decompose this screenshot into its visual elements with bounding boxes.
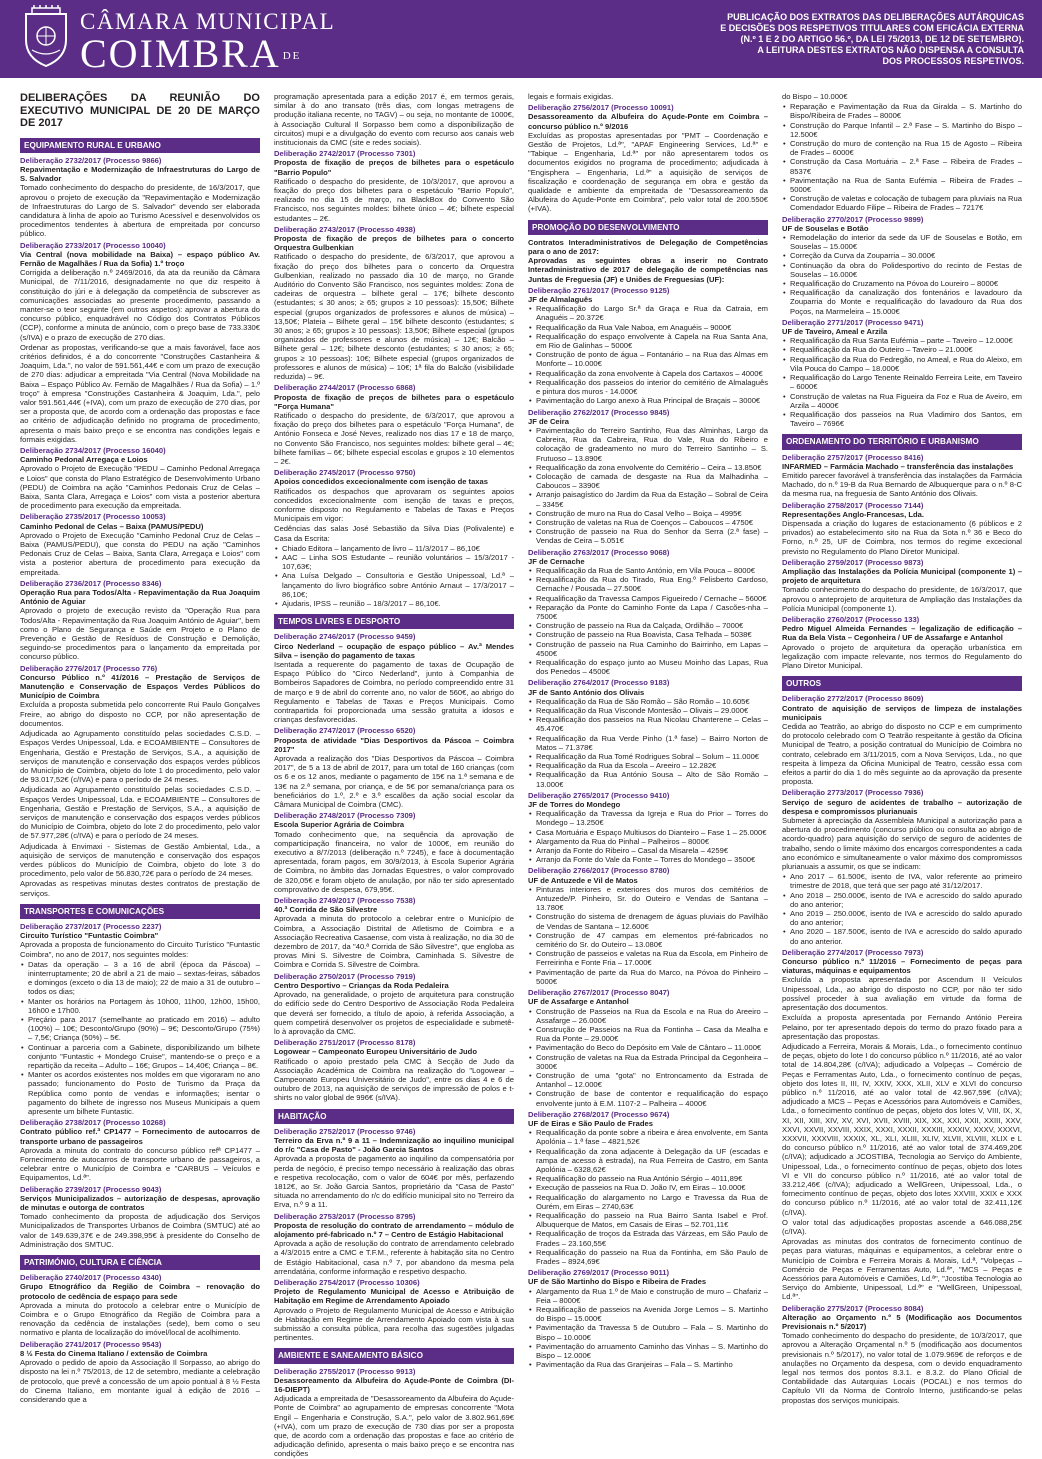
- list-item: • Construção de passeio na Rua Caminho do Bairrinho, em Lapas – 4500€: [536, 640, 768, 658]
- deliberation-title: Pedro Miguel Almeida Fernandes – legalização de edificação – Rua da Bela Vista – Cegonheira / UF de Assafarge e Antanhol: [782, 624, 1022, 643]
- list-item: • Requalificação do passeio na Rua António Sérgio – 4011,89€: [536, 1174, 768, 1183]
- deliberation-reference: Deliberação 2741/2017 (Processo 9543): [20, 1339, 162, 1349]
- publication-notice-line: A LEITURA DESTES EXTRATOS NÃO DISPENSA A CONSULTA: [757, 45, 1024, 55]
- deliberation-text: Dispensada a criação do lugares de estacionamento (6 públicos e 2 privados) ao estabelecimento sito na Rua da Sota n.º 36 e Beco do Forno, n.º 25, UF de Coimbra, nos termos do regime excecional previsto no Regulamento do Plano Diretor Municipal.: [782, 518, 1022, 556]
- deliberation-title: UF de Antuzede e Vil de Matos: [528, 875, 638, 885]
- list-item: • Requalificação dos passeios do interior do cemitério de Almalaguês e pintura dos muros - 14.000€: [536, 378, 768, 396]
- deliberation-reference: Deliberação 2756/2017 (Processo 10091): [528, 103, 674, 113]
- deliberation-title: Contrato público ref.ª CP1477 – Fornecimento de autocarros de transporte urbano de passageiros: [20, 1127, 260, 1146]
- works-list: [782, 102, 1022, 212]
- deliberation-reference: Deliberação 2737/2017 (Processo 2237): [20, 921, 162, 931]
- list-item: • Requalificação da Rua António Sousa – Alto de São Romão – 13.000€: [536, 770, 768, 788]
- deliberation-reference: Deliberação 2748/2017 (Processo 7309): [274, 811, 416, 821]
- list-item: • Construção de Passeios na Rua da Fontinha – Casa da Mealha e Rua da Ponte – 29.000€: [536, 1025, 768, 1043]
- section-heading: EQUIPAMENTO RURAL E URBANO: [20, 138, 260, 153]
- deliberation-title: Serviços Municipalizados – autorização de despesas, aprovação de minutas e outorga de contratos: [20, 1193, 260, 1213]
- list-item: • Construção do Parque Infantil – 2.ª Fase – S. Martinho do Bispo – 12.500€: [790, 121, 1022, 139]
- section-heading: AMBIENTE E SANEAMENTO BÁSICO: [274, 1348, 514, 1363]
- deliberation-text: Aprovado, na generalidade, o projeto de arquitetura para construção do edifício sede do Centro Desportivo de Associação Roda Pedaleira que deverá ser fornecido, a título de apoio, à referida Associação, a quem competirá desenvolver os projetos de especialidade e submetê-lo à aprovação da CMC.: [274, 990, 514, 1036]
- deliberation-text: Aprovado o Projeto de Regulamento Municipal de Acesso e Atribuição de Habitação em Regime de Arrendamento Apoiado com vista à sua submissão a consulta pública, para recolha das sugestões julgadas pertinentes.: [274, 1305, 514, 1343]
- deliberation-text: Adjudicado a Ferreira, Morais & Morais, Lda., o fornecimento contínuo de peças, objeto do lote I do concurso público n.º 11/2016, até ao valor total de 14.804,28€ (c/IVA); adjudicado a Volpeças – Comércio de Peças e Ferramentas Auto, Lda., o fornecimento contínuo de peças, objeto dos lotes II, III, IV, XXIV, XXX, XLII, XLV e XLVI do concurso público n.º 11/2016, até ao valor total de 42.967,59€ (c/IVA); adjudicado a MCS – Peças e Acessórios para Automóveis e Camiões, Lda., o fornecimento contínuo de peças, objeto dos lotes V, VIII, IX, X, XI, XII, XIII, XIV, XV, XVI, XVII, XVIII, XIX, XX, XXI, XXII, XXIII, XXV, XXVI, XXVII, XXVIII, XXIX, XXXI, XXXII, XXXIII, XXXIV, XXXV, XXXVI, XXXVII, XXXVIII, XXXIX, XL, XLI, XLIII, XLIV, XLVII, XLVIII, XLIX e L do concurso público n.º 11/2016, até ao valor total de 374.469,20€ (c/IVA); adjudicado a JCOSTIBA, Tecnologia ao Serviço do Ambiente, Unipessoal, Lda., o fornecimento contínuo de peças, objeto dos lotes VI e VII do concurso público n.º 11/2016, até ao valor total de 33.212,46€ (c/IVA); adjudicado a WellGreen, Unipessoal, Lda., o fornecimento contínuo de peças, objeto dos lotes XXVIII, XXIX e XXX do concurso público n.º 11/2016, até ao valor total de 32.411,12€ (c/IVA).: [782, 1041, 1022, 1217]
- deliberation-text: Tomado conhecimento do despacho do presidente, de 16/3/2017, que aprovou o projeto de execução da "Repavimentação e Modernização de Infraestruturas do Largo de S. Salvador" devendo ser elaborada candidatura à linha de apoio ao Turismo Acessível e desenvolvidos os procedimentos tendentes à abertura de empreitada por concurso público.: [20, 183, 260, 239]
- list-item: • Requalificação da Rua do Tirado, Rua Eng.º Felisberto Cardoso, Cernache / Pousada – 27.500€: [536, 575, 768, 593]
- deliberation-reference: Deliberação 2775/2017 (Processo 8084): [782, 1303, 924, 1313]
- list-item: • Construção de passeio na Rua do Senhor da Serra (2.ª fase) – Vendas de Ceira – 5.051€: [536, 527, 768, 545]
- list-item: • Pavimentação na Rua de Santa Eufémia – Ribeira de Frades – 5000€: [790, 176, 1022, 194]
- deliberation-text: Aprovada a minuta do protocolo a celebrar entre o Município de Coimbra e o Grupo Etnográfico da Região de Coimbra para a renovação da cedência de instalações (sede), bem como o seu normativo e planta de localização do imóvel/local de acolhimento.: [20, 1300, 260, 1338]
- column-1: [20, 92, 260, 1448]
- column-body: [20, 138, 260, 1405]
- works-list: [528, 1007, 768, 1108]
- deliberation-title: Proposta de fixação de preços de bilhetes para o concerto Orquestra Gulbenkian: [274, 234, 514, 253]
- list-item: • Correção da Curva da Zouparria – 30.000€: [790, 251, 1022, 260]
- list-item: • Preçário para 2017 (semelhante ao praticado em 2016) – adulto (100%) – 10€; Desconto/Grupo (90%) – 9€; Desconto/Grupo (75%) – 7,5€; Criança (50%) – 5€.: [28, 1015, 260, 1043]
- section-heading: ORDENAMENTO DO TERRITÓRIO E URBANISMO: [782, 434, 1022, 449]
- deliberation-title: JF de Almalaguês: [528, 295, 593, 305]
- deliberation-reference: Deliberação 2774/2017 (Processo 7973): [782, 947, 924, 957]
- deliberation-reference: Deliberação 2755/2017 (Processo 9913): [274, 1366, 416, 1376]
- list-item: • Manter os horários na Portagem às 10h00, 11h00, 12h00, 15h00, 16h00 e 17h00.: [28, 997, 260, 1015]
- deliberation-reference: Deliberação 2764/2017 (Processo 9183): [528, 678, 670, 688]
- list-item: • Arranjo da Fonte do Vale da Fonte – Torres do Mondego – 3500€: [536, 855, 768, 864]
- deliberation-reference: Deliberação 2745/2017 (Processo 9750): [274, 468, 416, 478]
- list-item: • Requalificação do Largo Tenente Reinaldo Ferreira Leite, em Taveiro – 6000€: [790, 373, 1022, 391]
- deliberation-text: Aprovada a realização dos "Dias Desportivos da Páscoa – Coimbra 2017", de 5 a 13 de abril de 2017, para um total de 160 crianças (com os 6 e os 12 anos, mediante o pagamento de 15€ na 1.ª semana e de 13€ na 2.ª semana, por criança, e de 5€ por semana/criança para os beneficiários do 1.º, 2.º e 3.º escalões da ação social escolar da Câmara Municipal de Coimbra (CMC).: [274, 754, 514, 810]
- deliberation-reference: Deliberação 2734/2017 (Processo 16040): [20, 446, 166, 455]
- list-item: • Requalificação da Travessa Campos Figueiredo / Cernache – 5600€: [536, 594, 768, 603]
- deliberation-title: Grupo Etnográfico da Região de Coimbra – renovação do protocolo de cedência de espaço para sede: [20, 1282, 260, 1301]
- list-item: • Requalificação da Rua de Santo António, em Vila Pouca – 8000€: [536, 566, 768, 575]
- list-item: • Requalificação da Rua Verde Pinho (1.ª fase) – Bairro Norton de Matos – 71.378€: [536, 734, 768, 752]
- deliberation-title: UF de Eiras e São Paulo de Frades: [528, 1118, 653, 1128]
- deliberation-reference: Deliberação 2735/2017 (Processo 10053): [20, 512, 166, 522]
- deliberation-title: Caminho Pedonal Arregaça e Loios: [20, 455, 148, 465]
- works-list: [528, 426, 768, 546]
- deliberation-title: Operação Rua para Todos/Alta - Repavimentação da Rua Joaquim António de Aguiar: [20, 588, 260, 607]
- list-item: • Construção de valetas na Rua de Coenços – Caboucos – 4750€: [536, 518, 768, 527]
- list-item: • Ana Luísa Delgado – Consultoria e Gestão Unipessoal, Ld.ª – lançamento do livro biográfico sobre António Arnaut – 17/3/2017 – 86,10€;: [282, 571, 514, 599]
- deliberation-reference: Deliberação 2763/2017 (Processo 9068): [528, 547, 670, 557]
- list-item: • Requalificação da Rua Santa Eufémia – parte – Taveiro – 12.000€: [790, 336, 1022, 345]
- section-heading: TRANSPORTES E COMUNICAÇÕES: [20, 904, 260, 919]
- deliberation-reference: Deliberação 2746/2017 (Processo 9459): [274, 632, 416, 642]
- deliberation-title: Contrato de aquisição de serviços de limpeza de instalações municipais: [782, 703, 1022, 722]
- coimbra-coat-of-arms-icon: [20, 6, 72, 70]
- list-item: • Construção de uma "gota" no Entroncamento da Estrada de Antanhol – 12.000€: [536, 1071, 768, 1089]
- deliberation-reference: Deliberação 2772/2017 (Processo 8609): [782, 694, 924, 704]
- deliberation-reference: Deliberação 2761/2017 (Processo 9125): [528, 285, 670, 295]
- list-item: • Requalificação da canalização dos fontenários e lavadouro da Zouparria do Monte e requalificação do lavadouro da Rua dos Poços, na Marmeleira – 15.000€: [790, 288, 1022, 316]
- deliberation-reference: Deliberação 2750/2017 (Processo 7919): [274, 971, 416, 981]
- deliberation-text: Ratificado o apoio prestado pela CMC à Secção de Judo da Associação Académica de Coimbra na realização do "Logowear – Campeonato Europeu Universitário de Judo", entre os dias 4 e 6 de outubro de 2013, na aquisição de serviços de impressão de polos e t-shirts no valor global de 996€ (s/IVA).: [274, 1056, 514, 1103]
- deliberation-reference: Deliberação 2768/2017 (Processo 9674): [528, 1109, 670, 1119]
- deliberation-text: Emitido parecer favorável à transferência das instalações da Farmácia Machado, do n.º 19-B da Rua Bernardo de Albuquerque para o n.º 8-C da mesma rua, na freguesia de Santo António dos Olivais.: [782, 470, 1022, 499]
- list-item: • Requalificação da Rua da Escola – Areeiro – 12.282€: [536, 761, 768, 770]
- list-item: • Chiado Editora – lançamento de livro – 11/3/2017 – 86,10€: [282, 544, 514, 553]
- list-item: • Requalificação do Largo Sr.ª da Graça e Rua da Catraia, em Anaguéis – 20.372€: [536, 304, 768, 322]
- deliberation-title: UF de São Martinho do Bispo e Ribeira de Frades: [528, 1277, 707, 1287]
- deliberation-title: Logowear – Campeonato Europeu Universitário de Judo: [274, 1047, 477, 1057]
- works-list: [528, 697, 768, 789]
- deliberation-title: JF de Santo António dos Olivais: [528, 687, 645, 697]
- list-item: • Requalificação da zona envolvente à Capela dos Cartaxos – 4000€: [536, 369, 768, 378]
- deliberation-text: Aprovado o pedido de apoio da Associação Il Sorpasso, ao abrigo do disposto na lei n.º 75/2013, de 12 de setembro, mediante a celebração de protocolo, que prevê a concessão de um apoio pontual à 8 ½ Festa do Cinema Italiano, em montante igual à edição de 2016 – considerando que a: [20, 1358, 260, 1404]
- works-list: [274, 544, 514, 608]
- column-3: [528, 92, 768, 1448]
- deliberation-title: Ampliação das Instalações da Polícia Municipal (componente 1) – projeto de arquitetura: [782, 566, 1022, 586]
- column-body: [274, 92, 514, 1459]
- deliberation-reference: Deliberação 2742/2017 (Processo 7301): [274, 149, 416, 159]
- deliberation-title: Aprovadas as seguintes obras a inserir no Contrato Interadministrativo de 2017 de delegação de competências nas Juntas de Freguesia (JF) e Uniões de Freguesias (UF):: [528, 256, 768, 284]
- deliberation-title: UF de Souselas e Botão: [782, 223, 869, 233]
- deliberation-title: JF de Torres do Mondego: [528, 800, 621, 810]
- deliberation-text: Corrigida a deliberação n.º 2469/2016, da ata da reunião da Câmara Municipal, de 7/11/2016, designadamente no que diz respeito à constituição do júri e à delegação da competência de subscrever as comunicações associadas ao presente procedimento, passando a manter-se o teor seguinte (em outros aspetos): aprovar a abertura do concurso público, enquadrável no Código dos Contratos Públicos (CCP), conforme a minuta de anúncio, com o preço base de 733.330€ (s/IVA) e o prazo de execução de 270 dias.: [20, 268, 260, 342]
- deliberation-text: Adjudicada a empreitada de "Desassoreamento da Albufeira do Açude-Ponte de Coimbra" ao agrupamento de empresas concorrente "Mota Engil – Engenharia e Construção, S.A.", pelo valor de 3.802.961,69€ (+IVA), com um prazo de execução de 730 dias por ser a proposta que, de acordo com a ordenação das propostas e face ao critério de adjudicação definido, apresenta o mais baixo preço e se encontra nas condições: [274, 1394, 514, 1459]
- deliberation-title: Repavimentação e Modernização de Infraestruturas do Largo de S. Salvador: [20, 164, 260, 184]
- works-list: [782, 233, 1022, 316]
- deliberation-title: Proposta de atividade "Dias Desportivos da Páscoa – Coimbra 2017": [274, 735, 514, 754]
- list-item: • Ano 2020 – 187.500€, isento de IVA e acrescido do saldo apurado do ano anterior.: [790, 927, 1022, 945]
- column-body: [782, 92, 1022, 1405]
- list-item: • Requalificação da ponte sobre a ribeira e área envolvente, em Santa Apolónia – 1.ª fase – 4821,52€: [536, 1128, 768, 1146]
- deliberation-title: Apoios concedidos excecionalmente com isenção de taxas: [274, 477, 488, 487]
- list-item: • Requalificação da zona adjacente à Delegação da UF (escadas e rampa de acesso à estrada), na Rua Ferreira de Castro, em Santa Apolónia – 6328,62€: [536, 1147, 768, 1175]
- list-item: • Remodelação do interior da sede da UF de Souselas e Botão, em Souselas – 15.000€: [790, 233, 1022, 251]
- deliberation-reference: Deliberação 2758/2017 (Processo 7144): [782, 500, 924, 510]
- list-item: • Reparação e Pavimentação da Rua da Giralda – S. Martinho do Bispo/Ribeira de Frades – 8000€: [790, 102, 1022, 120]
- deliberation-reference: Deliberação 2759/2017 (Processo 9873): [782, 557, 924, 567]
- list-item: • Pavimentação da Travessa 5 de Outubro – Fala – S. Martinho do Bispo – 10.000€: [536, 1323, 768, 1341]
- deliberation-text: programação apresentada para a edição 2017 é, em termos gerais, similar à do ano transato (três dias, com longas metragens de produção italiana recente, no TAGV) – ou seja, no montante de 1000€, à Associação Cultural Il Sorpasso bem como a disponibilização de circuitos) mupi e a divulgação do evento com recurso aos canais web institucionais da CMC (site e redes sociais).: [274, 92, 514, 148]
- deliberation-title: Via Central (nova mobilidade na Baixa) – espaço público Av. Fernão de Magalhães / Rua da Sofia) 1.º troço: [20, 249, 260, 268]
- works-list: [782, 872, 1022, 946]
- publication-notice: [684, 12, 1024, 67]
- deliberation-title: Desassoreamento da Albufeira do Açude-Ponte de Coimbra (DI-16-DIEPT): [274, 1375, 514, 1395]
- section-heading: PATRIMÓNIO, CULTURA E CIÊNCIA: [20, 1255, 260, 1270]
- deliberation-text: Aprovado o projeto de arquitetura da operação urbanística em legalização com impacte relevante, nos termos do Regulamento do Plano Diretor Municipal.: [782, 642, 1022, 670]
- deliberation-text: Excluída a proposta submetida pelo concorrente Rui Paulo Gonçalves Freire, ao abrigo do disposto no CCP, por não apresentação de documentos.: [20, 700, 260, 728]
- list-item: • Construção de passeios e valetas na Rua da Escola, em Pinheiro de Ferreirinha e Fonte Fria – 17.000€: [536, 949, 768, 967]
- list-item: • Ano 2019 – 250.000€, isento de IVA e acrescido do saldo apurado do ano anterior;: [790, 909, 1022, 927]
- deliberation-title: Circo Nederland – ocupação de espaço público – Av.ª Mendes Silva – isenção do pagamento de taxas: [274, 641, 514, 660]
- list-item: • Requalificação do espaço junto ao Museu Moinho das Lapas, Rua dos Penedos – 4500€: [536, 658, 768, 676]
- publication-notice-line: E DECISÕES DOS RESPETIVOS TITULARES COM EFICÁCIA EXTERNA: [720, 23, 1024, 33]
- list-item: • Construção de valetas na Rua da Estrada Principal da Cegonheira – 3000€: [536, 1053, 768, 1071]
- list-item: • Pinturas interiores e exteriores dos muros dos cemitérios de Antuzede/P. Pinheiro, Sr. do Outeiro e Vendas de Santana – 13.780€: [536, 885, 768, 913]
- deliberation-reference: Deliberação 2736/2017 (Processo 8346): [20, 578, 162, 588]
- works-list: [528, 304, 768, 405]
- list-item: • Requalificação da Rua do Fedregão, no Ameal, e Rua do Aleixo, em Vila Pouca do Campo – 18.000€: [790, 355, 1022, 373]
- deliberation-reference: Deliberação 2733/2017 (Processo 10040): [20, 240, 166, 250]
- list-item: • Pavimentação do Largo anexo à Rua Principal de Braçais – 3000€: [536, 396, 768, 405]
- list-item: • Ano 2018 – 250.000€, isento de IVA e acrescido do saldo apurado do ano anterior;: [790, 891, 1022, 909]
- list-item: • Manter os acordos existentes nos moldes em que vigoraram no ano passado; funcionamento do Posto de Turismo da Praça da República como ponto de vendas e informações; isentar o pagamento do bilhete de ingresso nos Museus Municipais a quem apresente um bilhete Funtastic.: [28, 1070, 260, 1116]
- list-item: • Construção de valetas na Rua Figueira da Foz e Rua de Aveiro, em Arzila – 4000€: [790, 392, 1022, 410]
- list-item: • Pavimentação do Terreiro Santinho, Rua das Alminhas, Largo da Cabreira, Rua da Cabreira, Rua do Vale, Rua do Ribeiro e colocação de gradeamento no muro do Terreiro Santinho – S. Frutuoso – 13.890€: [536, 426, 768, 463]
- works-list: [782, 336, 1022, 428]
- list-item: • Requalificação da Rua do Outeiro – Taveiro – 21.000€: [790, 345, 1022, 354]
- deliberation-title: UF de Assafarge e Antanhol: [528, 997, 629, 1007]
- works-list: [528, 809, 768, 864]
- deliberation-text: Ratificado o despacho do presidente, de 10/3/2017, que aprovou a fixação do preço dos bilhetes para o espetáculo "Barrio Populo", realizado no dia 15 de março, na BlackBox do Convento São Francisco, nos seguintes moldes: bilhete único – 4€; bilhete especial estudantes – 2€.: [274, 176, 514, 223]
- list-item: • Reparação da Ponte do Caminho Fonte da Lapa / Cascões-nha – 7500€: [536, 603, 768, 621]
- deliberation-reference: Deliberação 2739/2017 (Processo 9043): [20, 1184, 162, 1194]
- deliberation-text: Adjudicada ao Agrupamento constituído pelas sociedades C.S.D. – Espaços Verdes Unipessoal, Lda. e ECOAMBIENTE – Consultores de Engenharia, Gestão e Prestação de Serviços, S.A., a aquisição de serviços de manutenção e conservação dos espaços verdes públicos do Município de Coimbra, objeto do lote 1 do procedimento, pelo valor de 93.017,52€ (c/IVA) e para o período de 24 meses.: [20, 729, 260, 785]
- deliberation-reference: Deliberação 2738/2017 (Processo 10268): [20, 1118, 166, 1128]
- deliberation-reference: Deliberação 2760/2017 (Processo 133): [782, 614, 920, 624]
- list-item: • Construção de base de contentor e requalificação do espaço envolvente junto à E.M. 1107-2 – Palheira – 4000€: [536, 1089, 768, 1107]
- deliberation-text: Tomado conhecimento que, na sequência da aprovação de comparticipação financeira, no valor de 1000€, em reunião do executivo a 8/7/2013 (deliberação n.º 7245), e face à documentação apresentada, foram pagos, em 30/9/2013, à Escola Superior Agrária de Coimbra, no âmbito das Jornadas Equestres, o valor comprovado de 320,05€ e foram objeto de anulação, por não ter sido apresentado comprovativo de despesa, 679,95€.: [274, 829, 514, 894]
- deliberation-text: Excluídas as propostas apresentadas por "PMT – Coordenação e Gestão de Projetos, Ld.ª", "APAF Engineering Services, Ld.ª" e "Tabique – Engenharia, Ld.ª" por não apresentarem todos os documentos exigidos no programa de procedimento; adjudicada à "Engisphera – Engenharia, Ld.ª" a aquisição de serviços de fiscalização e coordenação de segurança em obra e gestão da qualidade e ambiente da empreitada de "Desassoreamento da Albufeira do Açude-Ponte em Coimbra", pelo valor total de 200.550€ (+IVA).: [528, 130, 768, 214]
- list-item: • AAC – Linha SOS Estudante – reunião voluntários – 15/3/2017 - 107,63€;: [282, 553, 514, 571]
- list-item: • Construção de passeio na Rua da Calçada, Ordilhão – 7000€: [536, 621, 768, 630]
- publication-notice-line: PUBLICAÇÃO DOS EXTRATOS DAS DELIBERAÇÕES AUTÁRQUICAS: [727, 12, 1024, 22]
- deliberation-reference: Deliberação 2765/2017 (Processo 9410): [528, 790, 670, 800]
- list-item: • Requalificação do passeio na Rua da Fontinha, em São Paulo de Frades – 8924,69€: [536, 1248, 768, 1266]
- list-item: • Construção de passeio na Rua Boavista, Casa Telhada – 5038€: [536, 630, 768, 639]
- deliberation-reference: Deliberação 2740/2017 (Processo 4340): [20, 1273, 162, 1283]
- deliberation-text: Tomado conhecimento da proposta de adjudicação dos Serviços Municipalizados de Transportes Urbanos de Coimbra (SMTUC) até ao valor de 149.639,37€ e de 249.398,95€ à presidente do Conselho de Administração dos SMTUC.: [20, 1212, 260, 1249]
- list-item: • Construção de 47 campas em elementos pré-fabricados no cemitério do Sr. do Outeiro – 13.080€: [536, 931, 768, 949]
- list-item: • Construção da Casa Mortuária – 2.ª Fase – Ribeira de Frades – 8537€: [790, 157, 1022, 175]
- deliberation-reference: Deliberação 2744/2017 (Processo 6868): [274, 383, 416, 393]
- brand-logotype: [80, 10, 335, 74]
- list-item: • Construção de ponto de água – Fontanário – na Rua das Almas em Monforte – 10.000€: [536, 350, 768, 368]
- deliberation-reference: Deliberação 2753/2017 (Processo 8795): [274, 1211, 416, 1221]
- list-item: • Arranjo da Fonte do Ribeiro – Casal da Misarela – 4259€: [536, 846, 768, 855]
- document-title: DELIBERAÇÕES DA REUNIÃO DO EXECUTIVO MUNICIPAL DE 20 DE MARÇO DE 2017: [20, 92, 260, 129]
- list-item: • Construção do sistema de drenagem de águas pluviais do Pavilhão de Vendas de Santana – 12.600€: [536, 912, 768, 930]
- deliberation-text: Tomado conhecimento do despacho do presidente, de 10/3/2017, que aprovou a Alteração Orçamental n.º 5 (modificação aos documentos previsionais n.º 5/2017), no valor total de 1.079.969€ de reforços e de anulações no Orçamento da despesa, com o devido enquadramento legal nos termos dos pontos 8.3.1. e 8.3.2. do Plano Oficial de Contabilidade das Autarquias Locais (POCAL) e nos termos do Capítulo VII da Norma de Controlo Interno, justificando-se pelas propostas dos serviços municipais.: [782, 1331, 1022, 1405]
- list-item: • Requalificação da zona envolvente do Cemitério – Ceira – 13.850€: [536, 463, 768, 472]
- deliberation-reference: Deliberação 2747/2017 (Processo 6520): [274, 726, 416, 736]
- column-4: [782, 92, 1022, 1448]
- list-item: • Requalificação de troços da Estrada das Várzeas, em São Paulo de Frades – 23.160,55€: [536, 1229, 768, 1247]
- list-item: • Pavimentação de parte da Rua do Marco, na Póvoa do Pinheiro – 5000€: [536, 968, 768, 986]
- section-heading: OUTROS: [782, 676, 1022, 691]
- list-item: • Pavimentação do Beco do Depósito em Vale de Cântaro – 11.000€: [536, 1043, 768, 1052]
- list-item: • Requalificação do alargamento no Largo e Travessa da Rua de Ourém, em Eiras – 2740,63€: [536, 1193, 768, 1211]
- deliberation-text: Adjudicada à Envimaxi - Sistemas de Gestão Ambiental, Lda., a aquisição de serviços de manutenção e conservação dos espaços verdes públicos do Município de Coimbra, objeto do lote 3 do procedimento, pelo valor de 56.830,72€ para o período de 24 meses.: [20, 841, 260, 879]
- brand-line-camara: CÂMARA MUNICIPAL: [80, 9, 336, 34]
- deliberation-text: Cedida ao Teatrão, ao abrigo do disposto no CCP e em cumprimento do protocolo celebrado com O Teatrão respeitante à gestão da Oficina Municipal de Teatro, a posição contratual do Município de Coimbra no contrato, celebrado em 3/11/2015, com a Nova Serviços, Lda., no que respeita à limpeza da Oficina Municipal de Teatro, cessão essa com efeitos a partir do dia 1 do mês seguinte ao da aprovação da presente proposta.: [782, 722, 1022, 787]
- deliberation-reference: Deliberação 2732/2017 (Processo 9866): [20, 155, 162, 165]
- deliberation-title: Concurso Público n.º 41/2016 – Prestação de Serviços de Manutenção e Conservação de Espaços Verdes Públicos do Município de Coimbra: [20, 672, 260, 701]
- deliberation-title: Desassoreamento da Albufeira do Açude-Ponte em Coimbra – concurso público n.º 9/2016: [528, 112, 768, 131]
- deliberation-reference: Deliberação 2743/2017 (Processo 4938): [274, 224, 416, 234]
- list-item: • Arranjo paisagístico do Jardim da Rua da Estação – Sobral de Ceira – 3345€: [536, 490, 768, 508]
- deliberation-title: Alteração ao Orçamento n.º 5 (Modificação aos Documentos Previsionais n.º 5/2017): [782, 1312, 1022, 1331]
- deliberation-text: Ordenar as propostas, verificando-se que a mais favorável, face aos critérios definidos, é a do concorrente "Construções Castanheira & Joaquim, Lda.", no valor de 591.561,44€ e com um prazo de execução de 270 dias: adjudicar a empreitada "Via Central (Nova Mobilidade na Baixa – Espaço Público Av. Fernão de Magalhães / Rua da Sofia) – 1.º troço" à empresa "Construções Castanheira & Joaquim, Lda.", pelo valor 591.561,44€ (+IVA), com um prazo de execução de 270 dias, por ser a proposta que, de acordo com a ordenação das propostas e face ao critério de adjudicação definido no programa de procedimento, apresenta o mais baixo preço e se encontra nas condições legais e formais exigidas.: [20, 342, 260, 444]
- deliberation-text: Aprovada a proposta de funcionamento do Circuito Turístico "Funtastic Coimbra", no ano de 2017, nos seguintes moldes:: [20, 940, 260, 959]
- deliberation-text: Aprovado o Projeto de Execução "PEDU – Caminho Pedonal Arregaça e Loios" que consta do Plano Estratégico de Desenvolvimento Urbano (PEDU) de Coimbra na ação "Caminhos Pedonais Cruz de Celas – Baixa, Santa Clara, Arregaça e Loios" com vista a posterior abertura de procedimento para execução da empreitada.: [20, 464, 260, 511]
- list-item: • Continuar a parceria com a Gabinete, disponibilizando um bilhete conjunto "Funtastic + Mondego Cruise", mantendo-se o preço e a repartição da receita – Adulto – 16€; Grupos – 14,40€; Criança – 8€.: [28, 1043, 260, 1071]
- deliberation-text: Ratificado o despacho do presidente, de 6/3/2017, que aprovou a fixação do preço dos bilhetes para o espetáculo "Força Humana", de António Fonseca e José Neves, realizado nos dias 17 e 18 de março, no Convento São Francisco, nos seguintes moldes: bilhete geral – 4€; bilhete famílias – 6€; bilhete especial escolas e grupos ≥ 10 elementos – 2€.: [274, 410, 514, 466]
- deliberation-reference: Deliberação 2749/2017 (Processo 7538): [274, 896, 416, 906]
- deliberation-title: 8 ½ Festa do Cinema Italiano / extensão de Coimbra: [20, 1348, 208, 1358]
- deliberation-reference: Deliberação 2773/2017 (Processo 7936): [782, 788, 924, 798]
- deliberation-text: Submeter à apreciação da Assembleia Municipal a autorização para a abertura do procedimento (concurso público ou consulta ao abrigo de acordo-quadro) para aquisição do serviço de seguro de acidentes de trabalho, sendo o limite máximo dos encargos correspondentes a cada ano económico e simultaneamente o valor máximo dos compromissos plurianuais a assumir, os que se indicam:: [782, 816, 1022, 872]
- deliberation-title: Proposta de fixação de preços de bilhetes para o espetáculo "Barrio Populo": [274, 158, 514, 177]
- section-heading: HABITAÇÃO: [274, 1109, 514, 1124]
- list-item: • Construção de Passeios na Rua da Escola e na Rua do Areeiro – Assafarge – 26.000€: [536, 1007, 768, 1025]
- works-list: [528, 1287, 768, 1370]
- deliberation-text: Excluída a proposta apresentada por Fernando António Pereira Pelaino, por ter apresentado depois do termo do prazo fixado para a apresentação das propostas.: [782, 1013, 1022, 1041]
- deliberation-title: Contratos Interadministrativos de Delegação de Competências para o ano de 2017:: [528, 237, 768, 257]
- deliberation-reference: Deliberação 2767/2017 (Processo 8047): [528, 988, 670, 998]
- list-item: • Requalificação da Rua de São Romão – São Romão – 10.605€: [536, 697, 768, 706]
- deliberation-title: Centro Desportivo – Crianças da Roda Pedaleira: [274, 980, 449, 990]
- deliberation-text: do Bispo – 10.000€: [782, 92, 848, 101]
- deliberation-text: Tomado conhecimento do despacho do presidente, de 16/3/2017, que aprovou o anteprojeto de arquitetura de Ampliação das Instalações da Polícia Municipal (componente 1).: [782, 585, 1022, 613]
- deliberation-reference: Deliberação 2776/2017 (Processo 776): [20, 663, 158, 673]
- list-item: • Requalificação do passeio na Rua Bairro Santa Isabel e Prof. Albuquerque de Matos, em Casais de Eiras – 52.701,11€: [536, 1211, 768, 1229]
- list-item: • Requalificação da Rua Vale Naboa, em Anaguéis – 9000€: [536, 323, 768, 332]
- deliberation-title: UF de Taveiro, Ameal e Arzila: [782, 327, 888, 337]
- deliberation-text: Excluída a proposta apresentada por Ascendum II Veículos Unipessoal, Lda., ao abrigo do disposto no CCP, por não ter sido possível proceder à sua avaliação em virtude da forma de apresentação dos documentos.: [782, 975, 1022, 1013]
- list-item: • Construção de muro na Rua do Casal Velho – Boiça – 4995€: [536, 509, 768, 518]
- list-item: • Requalificação do espaço envolvente à Capela na Rua Santa Ana, em Rio de Galinhas – 5000€: [536, 332, 768, 350]
- page-header: [0, 0, 1042, 78]
- list-item: • Requalificação da Rua Tomé Rodrigues Sobral – Solum – 11.000€: [536, 752, 768, 761]
- list-item: • Requalificação dos passeios na Rua Vladimiro dos Santos, em Taveiro – 7696€: [790, 410, 1022, 428]
- list-item: • Colocação de camada de desgaste na Rua da Malhadinha – Caboucos – 3390€: [536, 472, 768, 490]
- deliberation-title: Serviço de seguro de acidentes de trabalho – autorização de despesa e compromissos plurianuais: [782, 797, 1022, 816]
- list-item: • Requalificação de passeios na Avenida Jorge Lemos – S. Martinho do Bispo – 15.000€: [536, 1305, 768, 1323]
- list-item: • Construção do muro de contenção na Rua 15 de Agosto – Ribeira de Frades – 6000€: [790, 139, 1022, 157]
- deliberation-title: Projeto de Regulamento Municipal de Acesso e Atribuição de Habitação em Regime de Arrendamento Apoiado: [274, 1287, 514, 1306]
- deliberation-text: Aprovado o Projeto de Execução "Caminho Pedonal Cruz de Celas – Baixa (PAMUS/PEDU), que consta do PEDU na ação "Caminhos Pedonais Cruz de Celas – Baixa, Santa Clara, Arregaça e Loios" com vista a posterior abertura de procedimento para execução da empreitada.: [20, 530, 260, 577]
- deliberation-title: Concurso público n.º 11/2016 – Fornecimento de peças para viaturas, máquinas e equipamentos: [782, 957, 1022, 976]
- list-item: • Alargamento da Rua 1.º de Maio e construção de muro – Chafariz – Feia – 8000€: [536, 1287, 768, 1305]
- deliberation-text: Adjudicada ao Agrupamento constituído pelas sociedades C.S.D. – Espaços Verdes Unipessoal, Lda. e ECOAMBIENTE – Consultores de Engenharia, Gestão e Prestação de Serviços, S.A., a aquisição de serviços de manutenção e conservação dos espaços verdes públicos do Município de Coimbra, objeto do lote 2 do procedimento, pelo valor de 57.977,28€ (c/IVA) e para o período de 24 meses.: [20, 785, 260, 841]
- list-item: • Alargamento da Rua do Pinhal – Palheiros – 8000€: [536, 837, 768, 846]
- works-list: [528, 1128, 768, 1266]
- deliberation-reference: Deliberação 2766/2017 (Processo 8780): [528, 866, 670, 876]
- deliberation-reference: Deliberação 2769/2017 (Processo 9011): [528, 1268, 669, 1278]
- deliberation-title: Circuito Turístico "Funtastic Coimbra": [20, 931, 159, 941]
- deliberation-text: Aprovada a proposta de pagamento ao inquilino da compensatória por perda de negócio, é preciso tempo necessário à realização das obras e respetiva recolocação, com o valor de 604€ por mês, perfazendo 1812€, ao Sr. João Garcia Santos, proprietário da "Casa de Pasto" situada no arrendamento do r/c do edifício municipal sito no Terreiro da Erva, n.º 9 a 11.: [274, 1154, 514, 1210]
- column-body: [528, 92, 768, 1369]
- deliberation-text: O valor total das adjudicações propostas ascende a 646.088,25€ (c/IVA).: [782, 1217, 1022, 1236]
- deliberation-title: Escola Superior Agrária de Coimbra: [274, 820, 405, 830]
- list-item: • Requalificação da Travessa da Igreja e Rua do Prior – Torres do Mondego – 13.250€: [536, 809, 768, 827]
- list-item: • Ajudaris, IPSS – reunião – 18/3/2017 – 86,10€.: [282, 599, 514, 608]
- list-item: • Construção de valetas e colocação de tubagem para pluviais na Rua Comendador Eduardo Filipe – Ribeira de Frades – 7217€: [790, 194, 1022, 212]
- deliberation-reference: Deliberação 2762/2017 (Processo 9845): [528, 407, 670, 417]
- deliberation-text: Aprovada a minuta do protocolo a celebrar entre o Município de Coimbra, a Associação Distrital de Atletismo de Coimbra e a Associação Recreativa Casaense, com vista à realização, no dia 30 de dezembro de 2017, da "40.ª Corrida de São Silvestre", que engloba as provas Mini S. Silvestre de Coimbra, Caminhada S. Silvestre de Coimbra e Corrida S. Silvestre de Coimbra.: [274, 914, 514, 970]
- works-list: [528, 885, 768, 986]
- section-heading: TEMPOS LIVRES E DESPORTO: [274, 614, 514, 629]
- deliberation-reference: Deliberação 2757/2017 (Processo 8416): [782, 452, 924, 462]
- list-item: • Pavimentação do arruamento Caminho das Vinhas – S. Martinho do Bispo – 12.000€: [536, 1342, 768, 1360]
- deliberation-text: Cedências das salas José Sebastião da Silva Dias (Polivalente) e Casa da Escrita:: [274, 524, 514, 543]
- works-list: [20, 960, 260, 1116]
- deliberation-title: Proposta de resolução do contrato de arrendamento – módulo de alojamento pré-fabricado n.º 7 – Centro de Estágio Habitacional: [274, 1220, 514, 1239]
- list-item: • Continuação da obra do Polidesportivo do recinto de Festas de Souselas – 16.000€: [790, 261, 1022, 279]
- list-item: • Requalificação do Cruzamento na Póvoa do Loureiro – 8000€: [790, 279, 1022, 288]
- deliberation-text: Aprovada a ação de resolução do contrato de arrendamento celebrado a 4/3/2015 entre a CMC e T.F.M., referente à habitação sita no Centro de Estágio Habitacional, casa n.º 7, por abandono da mesma pela arrendatária, conforme informação e respetivo despacho.: [274, 1239, 514, 1276]
- list-item: • Ano 2017 – 61.500€, isento de IVA, valor referente ao primeiro trimestre de 2018, que terá que ser pago até 31/12/2017.: [790, 872, 1022, 890]
- deliberations-columns: [20, 92, 1022, 1459]
- deliberation-text: Aprovadas as minutas dos contratos de fornecimento contínuo de peças para viaturas, máquinas e equipamentos, a celebrar entre o Município de Coimbra e Ferreira Morais & Morais, Ld.ª, "Volpeças – Comércio de Peças e Ferramentas Auto, Ld.ª", "MCS – Peças e Acessórios para Automóveis e Camiões, Ld.ª", "Jcostiba Tecnologia ao Serviço do Ambiente, Unipessoal, Ld.ª" e "WellGreen, Unipessoal, Ld.ª".: [782, 1237, 1022, 1302]
- deliberation-reference: Deliberação 2771/2017 (Processo 9471): [782, 317, 924, 327]
- list-item: • Pavimentação da Rua das Granjeiras – Fala – S. Martinho: [536, 1360, 768, 1369]
- deliberation-title: JF de Ceira: [528, 416, 569, 426]
- deliberation-reference: Deliberação 2770/2017 (Processo 9899): [782, 214, 924, 224]
- deliberation-title: Caminho Pedonal de Celas – Baixa (PAMUS/PEDU): [20, 521, 204, 531]
- deliberation-text: Aprovada a minuta do contrato do concurso público refª CP1477 – Fornecimento de autocarros de transporte urbano de passageiros, a celebrar entre o Município de Coimbra e "CARBUS – Veículos e Equipamentos, Ld.ª".: [20, 1145, 260, 1183]
- works-list: [528, 566, 768, 676]
- deliberation-text: Aprovado o projeto de execução revisto da "Operação Rua para Todos/Alta - Repavimentação da Rua Joaquim António de Aguiar", bem como o Plano de Segurança e Saúde em Projeto e o Plano de Prevenção e Gestão de Resíduos de Construção e Demolição, seguindo-se procedimentos para o lançamento da empreitada por concurso público.: [20, 606, 260, 662]
- publication-notice-line: DOS PROCESSOS RESPETIVOS.: [882, 56, 1024, 66]
- deliberation-title: 40.ª Corrida de São Silvestre: [274, 905, 378, 915]
- deliberation-reference: Deliberação 2754/2017 (Processo 10306): [274, 1277, 420, 1287]
- deliberation-text: Aprovadas as respetivas minutas destes contratos de prestação de serviços.: [20, 879, 260, 898]
- deliberation-title: INFARMED – Farmácia Machado – transferência das instalações: [782, 461, 1014, 471]
- deliberation-reference: Deliberação 2752/2017 (Processo 9746): [274, 1126, 416, 1136]
- list-item: • Casa Mortuária e Espaço Multiusos do Dianteiro – Fase 1 – 25.000€: [536, 828, 768, 837]
- deliberation-text: Ratificados os despachos que aprovaram os seguintes apoios concedidos excecionalmente com isenção de taxas e preços, conforme disposto no Regulamento e Tabelas de Taxas e Preços Municipais em vigor:: [274, 486, 514, 524]
- deliberation-text: legais e formais exigidas.: [528, 92, 614, 101]
- deliberation-text: Ratificado o despacho do presidente, de 6/3/2017, que aprovou a fixação do preço dos bilhetes para o concerto da Orquestra Gulbenkian, realizado no passado dia 10 de março, no Grande Auditório do Convento São Francisco, nos seguintes moldes: Zona de cadeiras de orquestra – bilhete geral – 17€; bilhete desconto (estudantes; ≤ 30 anos; ≥ 65; grupos ≥ 10 pessoas): 15,50€; Bilhete especial (grupos organizados de professores e alunos de música) – 13,50€; Plateia – Bilhete geral – 15€ bilhete desconto (estudantes; ≤ 30 anos; ≥ 65; grupos ≥ 10 pessoas): 13,50€; Bilhete especial (grupos organizados de professores e alunos de música) – 12€; Balcão – Bilhete geral – 12€; bilhete desconto (estudantes; ≤ 30 anos; ≥ 65; grupos ≥ 10 pessoas): 10€; Bilhete especial (grupos organizados de professores e alunos de música) – 10€; 1ª fila do Balcão (visibilidade reduzida) – 9€.: [274, 252, 514, 382]
- deliberation-text: Isentada a requerente do pagamento de taxas de Ocupação de Espaço Público do "Circo Nederland", junto à Companhia de Bombeiros Sapadores de Coimbra, no período compreendido entre 31 de março e 9 de abril do corrente ano, no valor de 560€, ao abrigo do Regulamento e Tabelas de Taxas e Preços Municipais. Como contrapartida foi proporcionada uma sessão gratuita a idosos e crianças desfavorecidas.: [274, 659, 514, 725]
- deliberation-reference: Deliberação 2751/2017 (Processo 8178): [274, 1038, 416, 1048]
- list-item: • Datas da operação – 3 a 16 de abril (época da Páscoa) – ininterruptamente; 20 de abril a 21 de maio – sextas-feiras, sábados e domingos (exceto o dia 13 de maio); 22 de maio a 31 de outubro – todos os dias;: [28, 960, 260, 997]
- list-item: • Execução de passeios na Rua D. João IV, em Eiras – 10.000€: [536, 1183, 768, 1192]
- list-item: • Requalificação da Rua Visconde Montesão – Olivais – 29.000€: [536, 706, 768, 715]
- section-heading: PROMOÇÃO DO DESENVOLVIMENTO: [528, 220, 768, 235]
- deliberation-title: Proposta de fixação de preços de bilhetes para o espetáculo "Força Humana": [274, 392, 514, 411]
- column-2: [274, 92, 514, 1459]
- deliberation-title: JF de Cernache: [528, 556, 585, 566]
- list-item: • Requalificação dos passeios na Rua Nicolau Chanterene – Celas – 45.470€: [536, 715, 768, 733]
- brand-line-coimbra: COIMBRA $^{DE}$: [80, 31, 302, 76]
- deliberation-title: Terreiro da Erva n.º 9 a 11 – Indemnização ao inquilino municipal do r/c "Casa de Pasto" - João Garcia Santos: [274, 1135, 514, 1155]
- publication-notice-line: (N.º 1 E 2 DO ARTIGO 56.º, DA LEI 75/2013, DE 12 DE SETEMBRO).: [740, 34, 1024, 44]
- deliberation-title: Representações Anglo-Francesas, Lda.: [782, 509, 924, 519]
